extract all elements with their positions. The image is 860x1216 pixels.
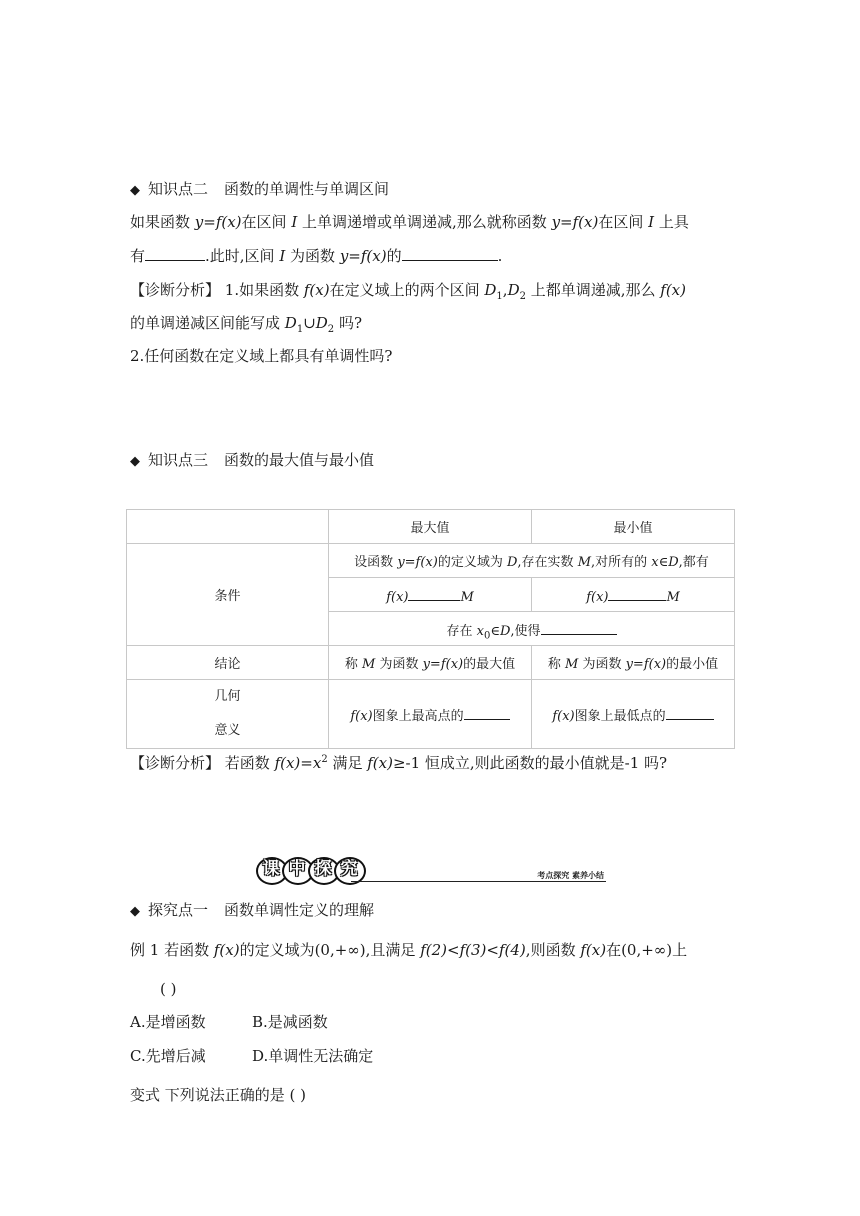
diagnosis-tag: 【诊断分析】 <box>130 754 221 772</box>
options-row-2 <box>130 1046 373 1066</box>
option-c[interactable]: C.先增后减 <box>130 1047 206 1065</box>
section-title: 函数的单调性与单调区间 <box>224 180 390 198</box>
text: 为函数 <box>375 657 423 672</box>
math-fx: f(x) <box>586 589 609 605</box>
section-title: 函数单调性定义的理解 <box>224 901 375 919</box>
text: 的单调递减区间能写成 <box>130 314 285 332</box>
text: ≥-1 恒成立,则此函数的最小值就是-1 吗? <box>392 754 668 772</box>
text: 设函数 <box>354 555 398 570</box>
math-yfx: y=f(x) <box>551 213 599 231</box>
math-D: D <box>507 281 520 299</box>
subscript: 2 <box>519 291 526 302</box>
text: < <box>486 941 499 959</box>
math-I: I <box>648 213 655 231</box>
subscript: 1 <box>296 324 304 335</box>
text: 称 <box>547 657 565 672</box>
options-row-1 <box>130 1012 328 1032</box>
banner-char: 中 <box>288 859 306 879</box>
conclusion-max-cell <box>329 646 532 680</box>
math-D: D <box>499 623 511 639</box>
math-fx: f(x) <box>213 941 240 959</box>
math-D: D <box>668 555 679 570</box>
condition-exist-cell <box>329 612 735 646</box>
text: 上都单调递减,那么 <box>525 281 661 299</box>
math-fx: f(x) <box>367 754 393 772</box>
text: 的最大值 <box>463 657 516 672</box>
table-row <box>127 646 735 680</box>
subscript: 1 <box>496 291 503 302</box>
text: ,对所有的 <box>591 555 652 570</box>
section-label: 知识点三 <box>148 451 209 469</box>
math-M: M <box>666 589 680 605</box>
subscript: 2 <box>327 324 335 335</box>
math-M: M <box>577 555 591 570</box>
text: 为函数 <box>578 657 626 672</box>
row-label-geometric <box>127 680 329 749</box>
text: 的 <box>386 247 402 265</box>
math-yfx: y=f(x) <box>625 657 667 672</box>
math-f4: f(4) <box>498 941 526 959</box>
fill-blank[interactable] <box>666 704 714 720</box>
table-header-row <box>127 510 735 544</box>
fill-blank[interactable] <box>408 585 460 601</box>
text: ( ) <box>160 980 177 998</box>
superscript: 2 <box>321 754 328 765</box>
diagnosis-line-2 <box>130 313 362 333</box>
diagnosis-question-2 <box>130 346 392 366</box>
text: 图象上最低点的 <box>574 709 666 724</box>
text: 图象上最高点的 <box>372 709 464 724</box>
math-D: D <box>315 314 328 332</box>
text: ,存在实数 <box>517 555 578 570</box>
option-d[interactable]: D.单调性无法确定 <box>252 1047 374 1065</box>
geometric-max-cell <box>329 680 532 749</box>
fill-blank[interactable] <box>608 585 666 601</box>
answer-paren[interactable] <box>160 979 176 999</box>
text: 上单调递增或单调递减,那么就称函数 <box>297 213 552 231</box>
math-fx: f(x) <box>580 941 607 959</box>
math-yfx: y=f(x) <box>339 247 387 265</box>
text: ∈ <box>490 623 500 639</box>
section-label: 探究点一 <box>148 901 209 919</box>
math-yfx: y=f(x) <box>194 213 242 231</box>
section-heading-explore-1 <box>130 900 374 922</box>
condition-max-cell <box>329 578 532 612</box>
union-symbol: ∪ <box>303 314 316 332</box>
text: 在区间 <box>598 213 649 231</box>
definition-line-2 <box>130 245 502 266</box>
max-min-table <box>126 509 735 749</box>
text: 满足 <box>327 754 368 772</box>
math-x: x <box>651 555 659 570</box>
math-M: M <box>565 657 579 672</box>
text: 存在 <box>446 623 477 639</box>
diamond-bullet-icon: ◆ <box>130 183 140 198</box>
text: .此时,区间 <box>205 247 280 265</box>
text: ,则函数 <box>525 941 581 959</box>
math-fx: f(x) <box>303 281 330 299</box>
in-class-exploration-banner <box>256 856 606 886</box>
banner-rule <box>351 881 606 882</box>
math-f2: f(2) <box>420 941 448 959</box>
option-b[interactable]: B.是减函数 <box>252 1013 328 1031</box>
text: 在(0,+∞)上 <box>606 941 688 959</box>
math-x0: x <box>476 623 484 639</box>
diagnosis-line-1 <box>130 280 686 300</box>
text: , <box>502 281 508 299</box>
condition-min-cell <box>532 578 735 612</box>
math-D: D <box>506 555 518 570</box>
text: 几何 <box>214 689 241 704</box>
banner-char: 究 <box>340 859 358 879</box>
text: 变式 下列说法正确的是 ( ) <box>130 1086 307 1104</box>
table-row <box>127 680 735 749</box>
section-label: 知识点二 <box>148 180 209 198</box>
math-I: I <box>291 213 298 231</box>
table-row <box>127 544 735 578</box>
math-D: D <box>284 314 297 332</box>
diamond-bullet-icon: ◆ <box>130 454 140 469</box>
fill-blank[interactable] <box>145 245 205 261</box>
math-f3: f(3) <box>459 941 487 959</box>
row-label-conclusion: 结论 <box>127 646 329 680</box>
text: ,都有 <box>678 555 709 570</box>
definition-line-1 <box>130 212 689 232</box>
geometric-min-cell <box>532 680 735 749</box>
math-fx: f(x) <box>350 709 373 724</box>
math-yfx: y=f(x) <box>397 555 438 570</box>
text: 的定义域为(0,+∞),且满足 <box>239 941 421 959</box>
banner-char: 课 <box>262 859 280 879</box>
math-fx-eq: f(x)=x <box>274 754 322 772</box>
example-1-stem <box>130 940 687 960</box>
text: < <box>447 941 460 959</box>
math-M: M <box>362 657 376 672</box>
text: . <box>497 247 503 265</box>
diamond-bullet-icon: ◆ <box>130 904 140 919</box>
text: 的最小值 <box>666 657 719 672</box>
header-min: 最小值 <box>532 510 735 544</box>
table-corner-cell <box>127 510 329 544</box>
math-D: D <box>484 281 497 299</box>
text: 2.任何函数在定义域上都具有单调性吗? <box>130 347 393 365</box>
text: 例 1 若函数 <box>130 941 214 959</box>
math-fx: f(x) <box>660 281 686 299</box>
text: 意义 <box>214 723 241 738</box>
text: 称 <box>344 657 362 672</box>
diagnosis-2-line <box>130 753 667 773</box>
text: 吗? <box>334 314 362 332</box>
text: 上具 <box>654 213 689 231</box>
diagnosis-tag: 【诊断分析】 <box>130 281 221 299</box>
subscript: 0 <box>483 630 491 642</box>
fill-blank[interactable] <box>464 704 510 720</box>
text: 如果函数 <box>130 213 195 231</box>
text: 有 <box>130 247 146 265</box>
option-a[interactable]: A.是增函数 <box>130 1013 206 1031</box>
math-I: I <box>279 247 286 265</box>
banner-subtitle: 考点探究 素养小结 <box>537 871 604 880</box>
fill-blank[interactable] <box>541 619 617 635</box>
variant-question <box>130 1085 306 1105</box>
text: 的定义域为 <box>437 555 507 570</box>
text: 为函数 <box>285 247 340 265</box>
section-heading-knowledge-2 <box>130 179 389 201</box>
math-fx: f(x) <box>386 589 409 605</box>
row-label-condition: 条件 <box>127 544 329 646</box>
banner-char: 探 <box>314 859 332 879</box>
condition-setup-cell <box>329 544 735 578</box>
text: 在区间 <box>241 213 292 231</box>
text: ∈ <box>658 555 669 570</box>
math-fx: f(x) <box>552 709 575 724</box>
section-heading-knowledge-3 <box>130 450 374 472</box>
text: 1.如果函数 <box>220 281 304 299</box>
section-title: 函数的最大值与最小值 <box>224 451 375 469</box>
text: 若函数 <box>220 754 275 772</box>
header-max: 最大值 <box>329 510 532 544</box>
conclusion-min-cell <box>532 646 735 680</box>
text: 在定义域上的两个区间 <box>329 281 485 299</box>
text: ,使得 <box>510 623 541 639</box>
fill-blank[interactable] <box>402 245 498 261</box>
math-M: M <box>460 589 474 605</box>
math-yfx: y=f(x) <box>422 657 464 672</box>
